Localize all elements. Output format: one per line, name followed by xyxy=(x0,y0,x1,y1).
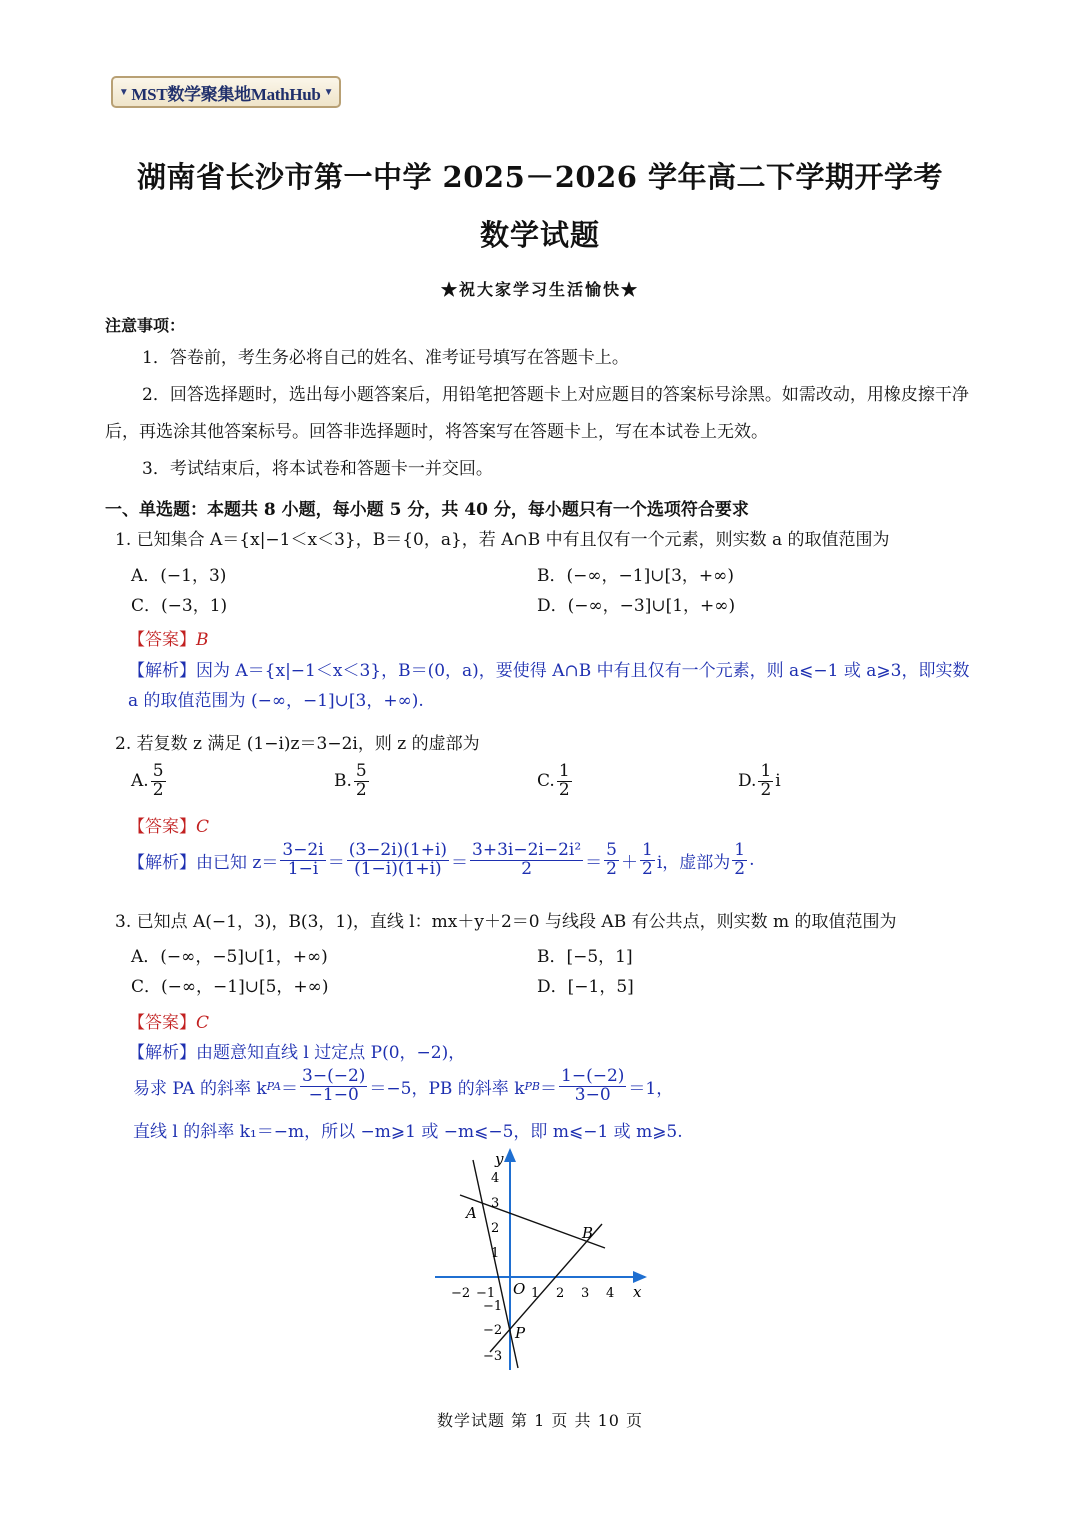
x-tick: 3 xyxy=(581,1286,590,1301)
note-item: 1．答卷前，考生务必将自己的姓名、准考证号填写在答题卡上。 xyxy=(142,348,629,368)
y-tick: −2 xyxy=(483,1323,503,1338)
analysis-line: 【解析】由题意知直线 l 过定点 P(0，−2)， xyxy=(128,1043,466,1063)
logo-text: MST数学聚集地MathHub xyxy=(131,84,321,104)
question-stem: 2. 若复数 z 满足 (1−i)z＝3−2i，则 z 的虚部为 xyxy=(115,734,480,754)
option-a: A．(−∞，−5]∪[1，+∞) xyxy=(131,947,328,967)
x-tick: 2 xyxy=(556,1286,565,1301)
point-p-label: P xyxy=(515,1324,526,1342)
coordinate-figure xyxy=(420,1140,660,1375)
analysis-text: 因为 A＝{x|−1＜x＜3}，B＝(0，a)，要使得 A∩B 中有且仅有一个元素，则 a⩽−1 或 a⩾3，即实数 a 的取值范围为 (−∞，−1]∪[3，+∞). xyxy=(128,661,970,711)
answer-line xyxy=(128,625,209,650)
question-stem: 1. 已知集合 A＝{x|−1＜x＜3}，B＝{0，a}，若 A∩B 中有且仅有一个元素，则实数 a 的取值范围为 xyxy=(115,530,890,550)
answer-label: 【答案】 xyxy=(128,1013,196,1033)
option-c: C. $\frac{1}{2}$ xyxy=(537,761,570,800)
answer-value: B xyxy=(196,630,209,650)
section-heading: 一、单选题：本题共 8 小题，每小题 5 分，共 40 分，每小题只有一个选项符合要求 xyxy=(105,500,749,520)
analysis-label: 【解析】 xyxy=(128,852,196,873)
triangle-icon: ▼ xyxy=(323,86,334,98)
point-a-label: A xyxy=(466,1204,477,1222)
answer-label: 【答案】 xyxy=(128,817,196,837)
option-a: A．(−1，3) xyxy=(131,566,227,586)
page-footer: 数学试题 第 1 页 共 10 页 xyxy=(436,1411,644,1430)
option-c: C．(−∞，−1]∪[5，+∞) xyxy=(131,977,329,997)
option-d: D．[−1，5] xyxy=(537,977,634,997)
x-tick: 4 xyxy=(606,1286,615,1301)
analysis-line: 易求 PA 的斜率 k PA ＝ $\frac{3-(-2)}{-1-0}$ ＝−5，PB 的斜率 k PB ＝ $\frac{1-(-2)}{3-0}$ ＝1， xyxy=(133,1066,674,1105)
subject-title: 数学试题 xyxy=(479,218,600,252)
exam-title: 湖南省长沙市第一中学 2025－2026 学年高二下学期开学考 xyxy=(136,160,944,194)
logo-badge xyxy=(111,76,341,108)
answer-line xyxy=(128,812,209,837)
analysis-label: 【解析】 xyxy=(128,1043,196,1063)
y-tick: −3 xyxy=(483,1349,503,1364)
answer-line xyxy=(128,1008,209,1033)
y-tick: 1 xyxy=(491,1246,500,1261)
y-tick: 3 xyxy=(491,1196,500,1211)
point-b-label: B xyxy=(582,1224,594,1242)
origin-label: O xyxy=(513,1280,526,1298)
motto: ★祝大家学习生活愉快★ xyxy=(440,280,639,299)
analysis-label: 【解析】 xyxy=(128,661,196,681)
analysis xyxy=(128,656,976,716)
option-d: D. $\frac{1}{2}$ i xyxy=(738,761,781,800)
answer-label: 【答案】 xyxy=(128,630,196,650)
option-b: B. $\frac{5}{2}$ xyxy=(334,761,367,800)
option-b: B．(−∞，−1]∪[3，+∞) xyxy=(537,566,734,586)
x-axis-label: x xyxy=(633,1283,642,1301)
option-b: B．[−5，1] xyxy=(537,947,633,967)
y-axis-label: y xyxy=(495,1150,504,1168)
option-a: A. $\frac{5}{2}$ xyxy=(131,761,164,800)
analysis-line: 直线 l 的斜率 k₁＝−m，所以 −m⩾1 或 −m⩽−5，即 m⩽−1 或 m⩾5. xyxy=(133,1122,683,1142)
notes-title: 注意事项： xyxy=(105,316,186,335)
y-tick: 2 xyxy=(491,1221,500,1236)
x-tick: 1 xyxy=(531,1286,540,1301)
note-item: 2．回答选择题时，选出每小题答案后，用铅笔把答题卡上对应题目的答案标号涂黑。如需改动，用橡皮擦干净后，再选涂其他答案标号。回答非选择题时，将答案写在答题卡上，写在本试卷上无效。 xyxy=(105,385,969,442)
option-c: C．(−3，1) xyxy=(131,596,228,616)
x-tick: −1 xyxy=(476,1286,496,1301)
answer-value: C xyxy=(196,817,210,837)
question-stem: 3. 已知点 A(−1，3)，B(3，1)，直线 l：mx＋y＋2＝0 与线段 AB 有公共点，则实数 m 的取值范围为 xyxy=(115,912,897,932)
triangle-icon: ▼ xyxy=(118,86,129,98)
note-item: 3．考试结束后，将本试卷和答题卡一并交回。 xyxy=(142,459,493,479)
analysis: 【解析】 由已知 z＝ $\frac{3-2i}{1-i}$ ＝ $\frac{(3-2i)(1+i)}{(1-i)(1+i)}$ ＝ $\frac{\text{3+3i−2i−2i²}}{2}$ ＝ $\frac{5}{2}$ ＋ $\frac{1}{2}$ i，虚部为 $\frac{1}{2}$ . xyxy=(128,840,755,879)
answer-value: C xyxy=(196,1013,210,1033)
option-d: D．(−∞，−3]∪[1，+∞) xyxy=(537,596,736,616)
y-tick: −1 xyxy=(483,1299,503,1314)
x-tick: −2 xyxy=(451,1286,471,1301)
y-tick: 4 xyxy=(491,1171,500,1186)
